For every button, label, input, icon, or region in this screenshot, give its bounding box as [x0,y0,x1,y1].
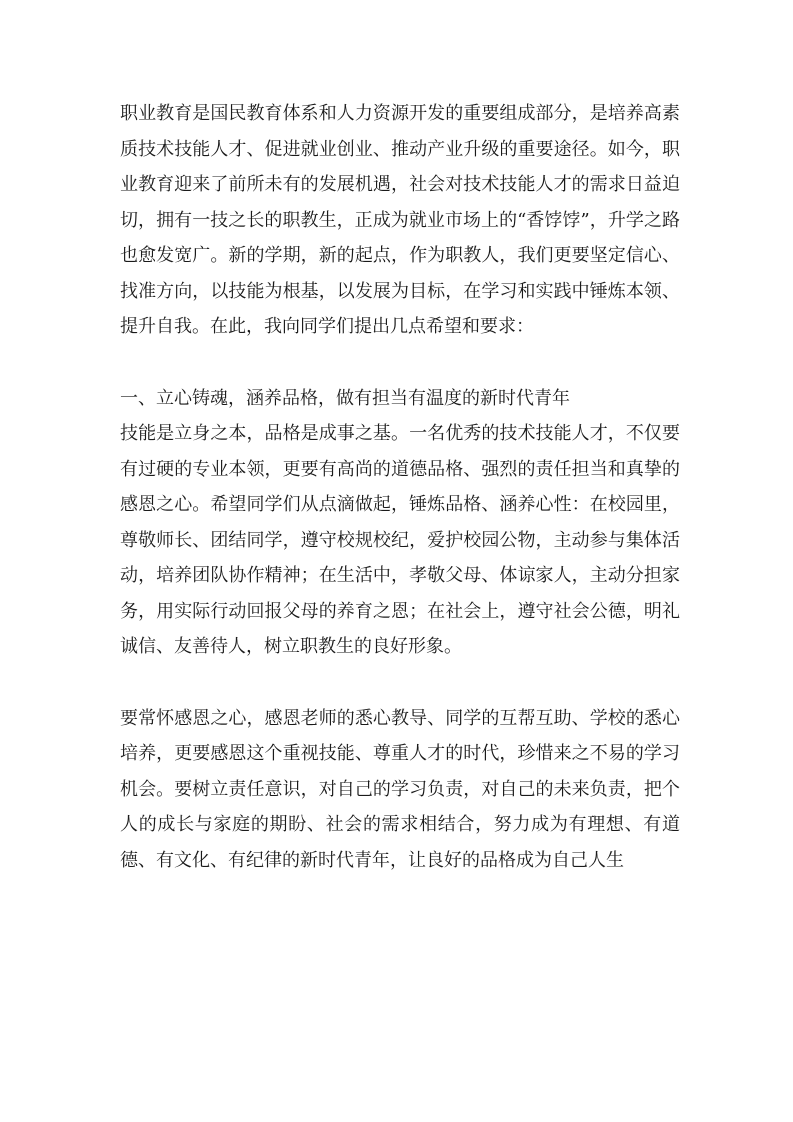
section-heading: 一、立心铸魂，涵养品格，做有担当有温度的新时代青年 [120,387,570,409]
intro-paragraph: 职业教育是国民教育体系和人力资源开发的重要组成部分，是培养高素质技术技能人才、促进就业创业、推动产业升级的重要途径。如今，职业教育迎来了前所未有的发展机遇，社会对技术技能人才的需求日益迫切，拥有一技之长的职教生，正成为就业市场上的“香饽饽”，升学之路也愈发宽广。新的学期，新的起点，作为职教人，我们更要坚定信心、找准方向，以技能为根基，以发展为目标，在学习和实践中锤炼本领、提升自我。在此，我向同学们提出几点希望和要求： [120,103,680,337]
document-body [120,96,680,878]
section-paragraph: 技能是立身之本，品格是成事之基。一名优秀的技术技能人才，不仅要有过硬的专业本领，更要有高尚的道德品格、强烈的责任担当和真挚的感恩之心。希望同学们从点滴做起，锤炼品格、涵养心性：在校园里，尊敬师长、团结同学，遵守校规校纪，爱护校园公物，主动参与集体活动，培养团队协作精神；在生活中，孝敬父母、体谅家人，主动分担家务，用实际行动回报父母的养育之恩；在社会上，遵守社会公德，明礼诚信、友善待人，树立职教生的良好形象。 [120,423,680,657]
section-paragraph: 要常怀感恩之心，感恩老师的悉心教导、同学的互帮互助、学校的悉心培养，更要感恩这个重视技能、尊重人才的时代，珍惜来之不易的学习机会。要树立责任意识，对自己的学习负责，对自己的未来负责，把个人的成长与家庭的期盼、社会的需求相结合，努力成为有理想、有道德、有文化、有纪律的新时代青年，让良好的品格成为自己人生 [120,707,680,871]
